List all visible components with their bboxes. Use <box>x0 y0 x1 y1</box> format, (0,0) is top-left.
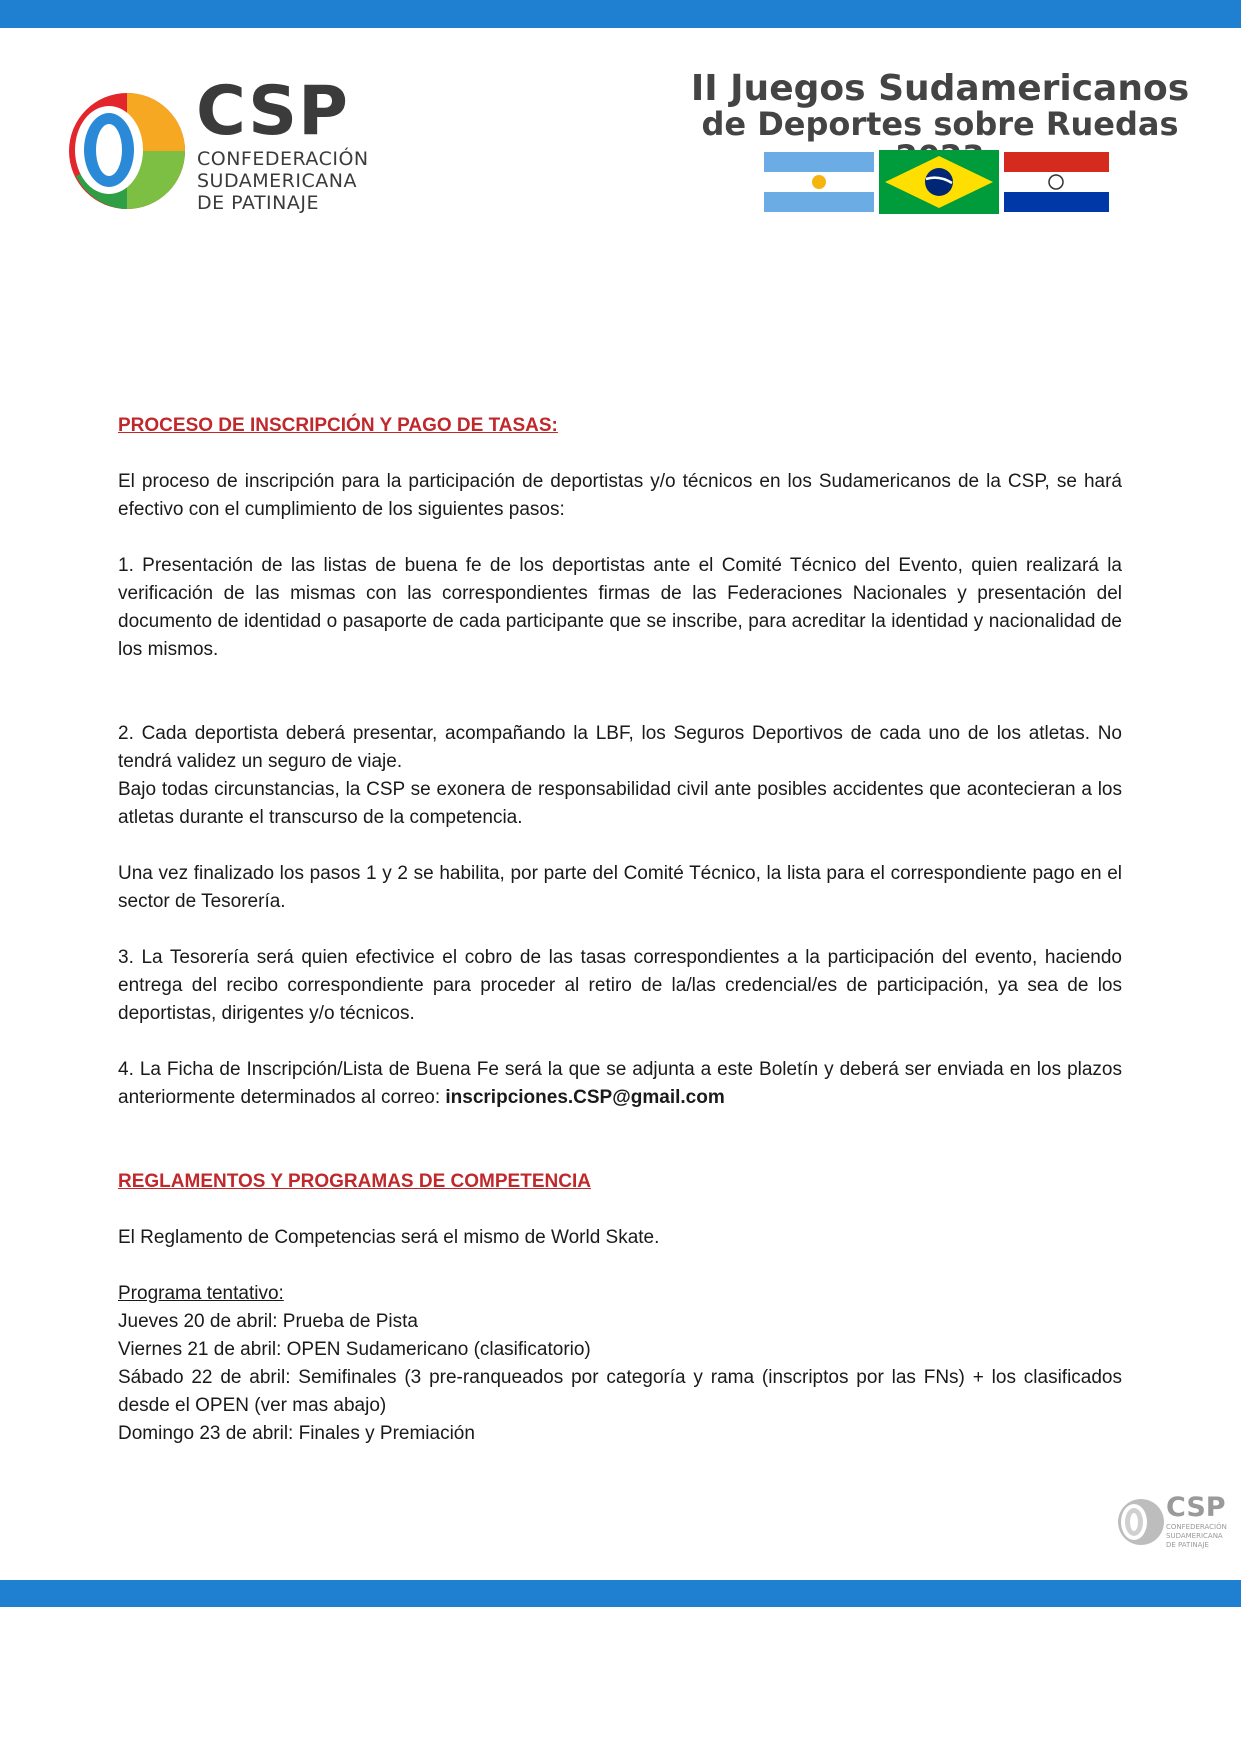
step2-paragraph: 2. Cada deportista deberá presentar, acompañando la LBF, los Seguros Deportivos de cada uno de los atletas. No tendrá validez un seguro de viaje. <box>118 723 1122 772</box>
footer-csp-logo <box>1116 1492 1226 1558</box>
event-title-line2: de Deportes sobre Ruedas <box>701 104 1179 143</box>
section2-heading: REGLAMENTOS Y PROGRAMAS DE COMPETENCIA <box>118 1171 591 1192</box>
program-title: Programa tentativo: <box>118 1283 284 1304</box>
document-body <box>118 412 1122 1448</box>
paraguay-flag <box>1004 152 1109 212</box>
section1-heading: PROCESO DE INSCRIPCIÓN Y PAGO DE TASAS: <box>118 415 558 436</box>
registration-email: inscripciones.CSP@gmail.com <box>445 1087 725 1108</box>
program-item: Sábado 22 de abril: Semifinales (3 pre-ranqueados por categoría y rama (inscriptos por las FNs) + los clasificados desde el OPEN (ver mas abajo) <box>118 1367 1122 1416</box>
brasil-flag <box>879 150 999 214</box>
footer-csp-wheel-icon <box>1116 1492 1164 1552</box>
top-accent-bar <box>0 0 1241 28</box>
rules-paragraph: El Reglamento de Competencias será el mismo de World Skate. <box>118 1227 660 1248</box>
program-item: Jueves 20 de abril: Prueba de Pista <box>118 1311 418 1332</box>
after-steps-paragraph: Una vez finalizado los pasos 1 y 2 se habilita, por parte del Comité Técnico, la lista para el correspondiente pago en el sector de Tesorería. <box>118 863 1122 912</box>
step3-paragraph: 3. La Tesorería será quien efectivice el cobro de las tasas correspondientes a la participación del evento, haciendo entrega del recibo correspondiente para proceder al retiro de la/las credencial/es de participación, ya sea de los deportistas, dirigentes y/o técnicos. <box>118 947 1122 1024</box>
csp-logo-line2: SUDAMERICANA <box>197 170 357 192</box>
csp-logo-line1: CONFEDERACIÓN <box>197 148 369 170</box>
csp-logo <box>64 72 369 226</box>
footer-logo-abbr: CSP <box>1166 1492 1226 1523</box>
step4-text: 4. La Ficha de Inscripción/Lista de Buena Fe será la que se adjunta a este Boletín y deberá ser enviada en los plazos anteriormente determinados al correo: <box>118 1059 1122 1108</box>
csp-logo-line3: DE PATINAJE <box>197 192 319 214</box>
footer-logo-line2: SUDAMERICANA <box>1166 1532 1223 1540</box>
argentina-flag <box>764 152 874 212</box>
step1-paragraph: 1. Presentación de las listas de buena fe de los deportistas ante el Comité Técnico del Evento, quien realizará la verificación de las mismas con las correspondientes firmas de las Federaciones Nacionales y presentación del documento de identidad o pasaporte de cada participante que se inscribe, para acreditar la identidad y nacionalidad de los mismos. <box>118 555 1122 660</box>
csp-logo-abbr: CSP <box>196 72 349 151</box>
event-title-line1: II Juegos Sudamericanos <box>690 68 1190 109</box>
program-item: Domingo 23 de abril: Finales y Premiación <box>118 1423 475 1444</box>
section1-intro: El proceso de inscripción para la participación de deportistas y/o técnicos en los Sudamericanos de la CSP, se hará efectivo con el cumplimiento de los siguientes pasos: <box>118 471 1122 520</box>
footer-logo-line3: DE PATINAJE <box>1166 1541 1209 1549</box>
program-item: Viernes 21 de abril: OPEN Sudamericano (clasificatorio) <box>118 1339 591 1360</box>
step2-liability-paragraph: Bajo todas circunstancias, la CSP se exonera de responsabilidad civil ante posibles accidentes que acontecieran a los atletas durante el transcurso de la competencia. <box>118 779 1122 828</box>
flags-banner <box>764 150 1114 216</box>
footer-logo-line1: CONFEDERACIÓN <box>1166 1523 1227 1531</box>
csp-wheel-icon <box>64 76 194 226</box>
bottom-accent-bar <box>0 1580 1241 1607</box>
step4-paragraph <box>118 1056 1122 1112</box>
